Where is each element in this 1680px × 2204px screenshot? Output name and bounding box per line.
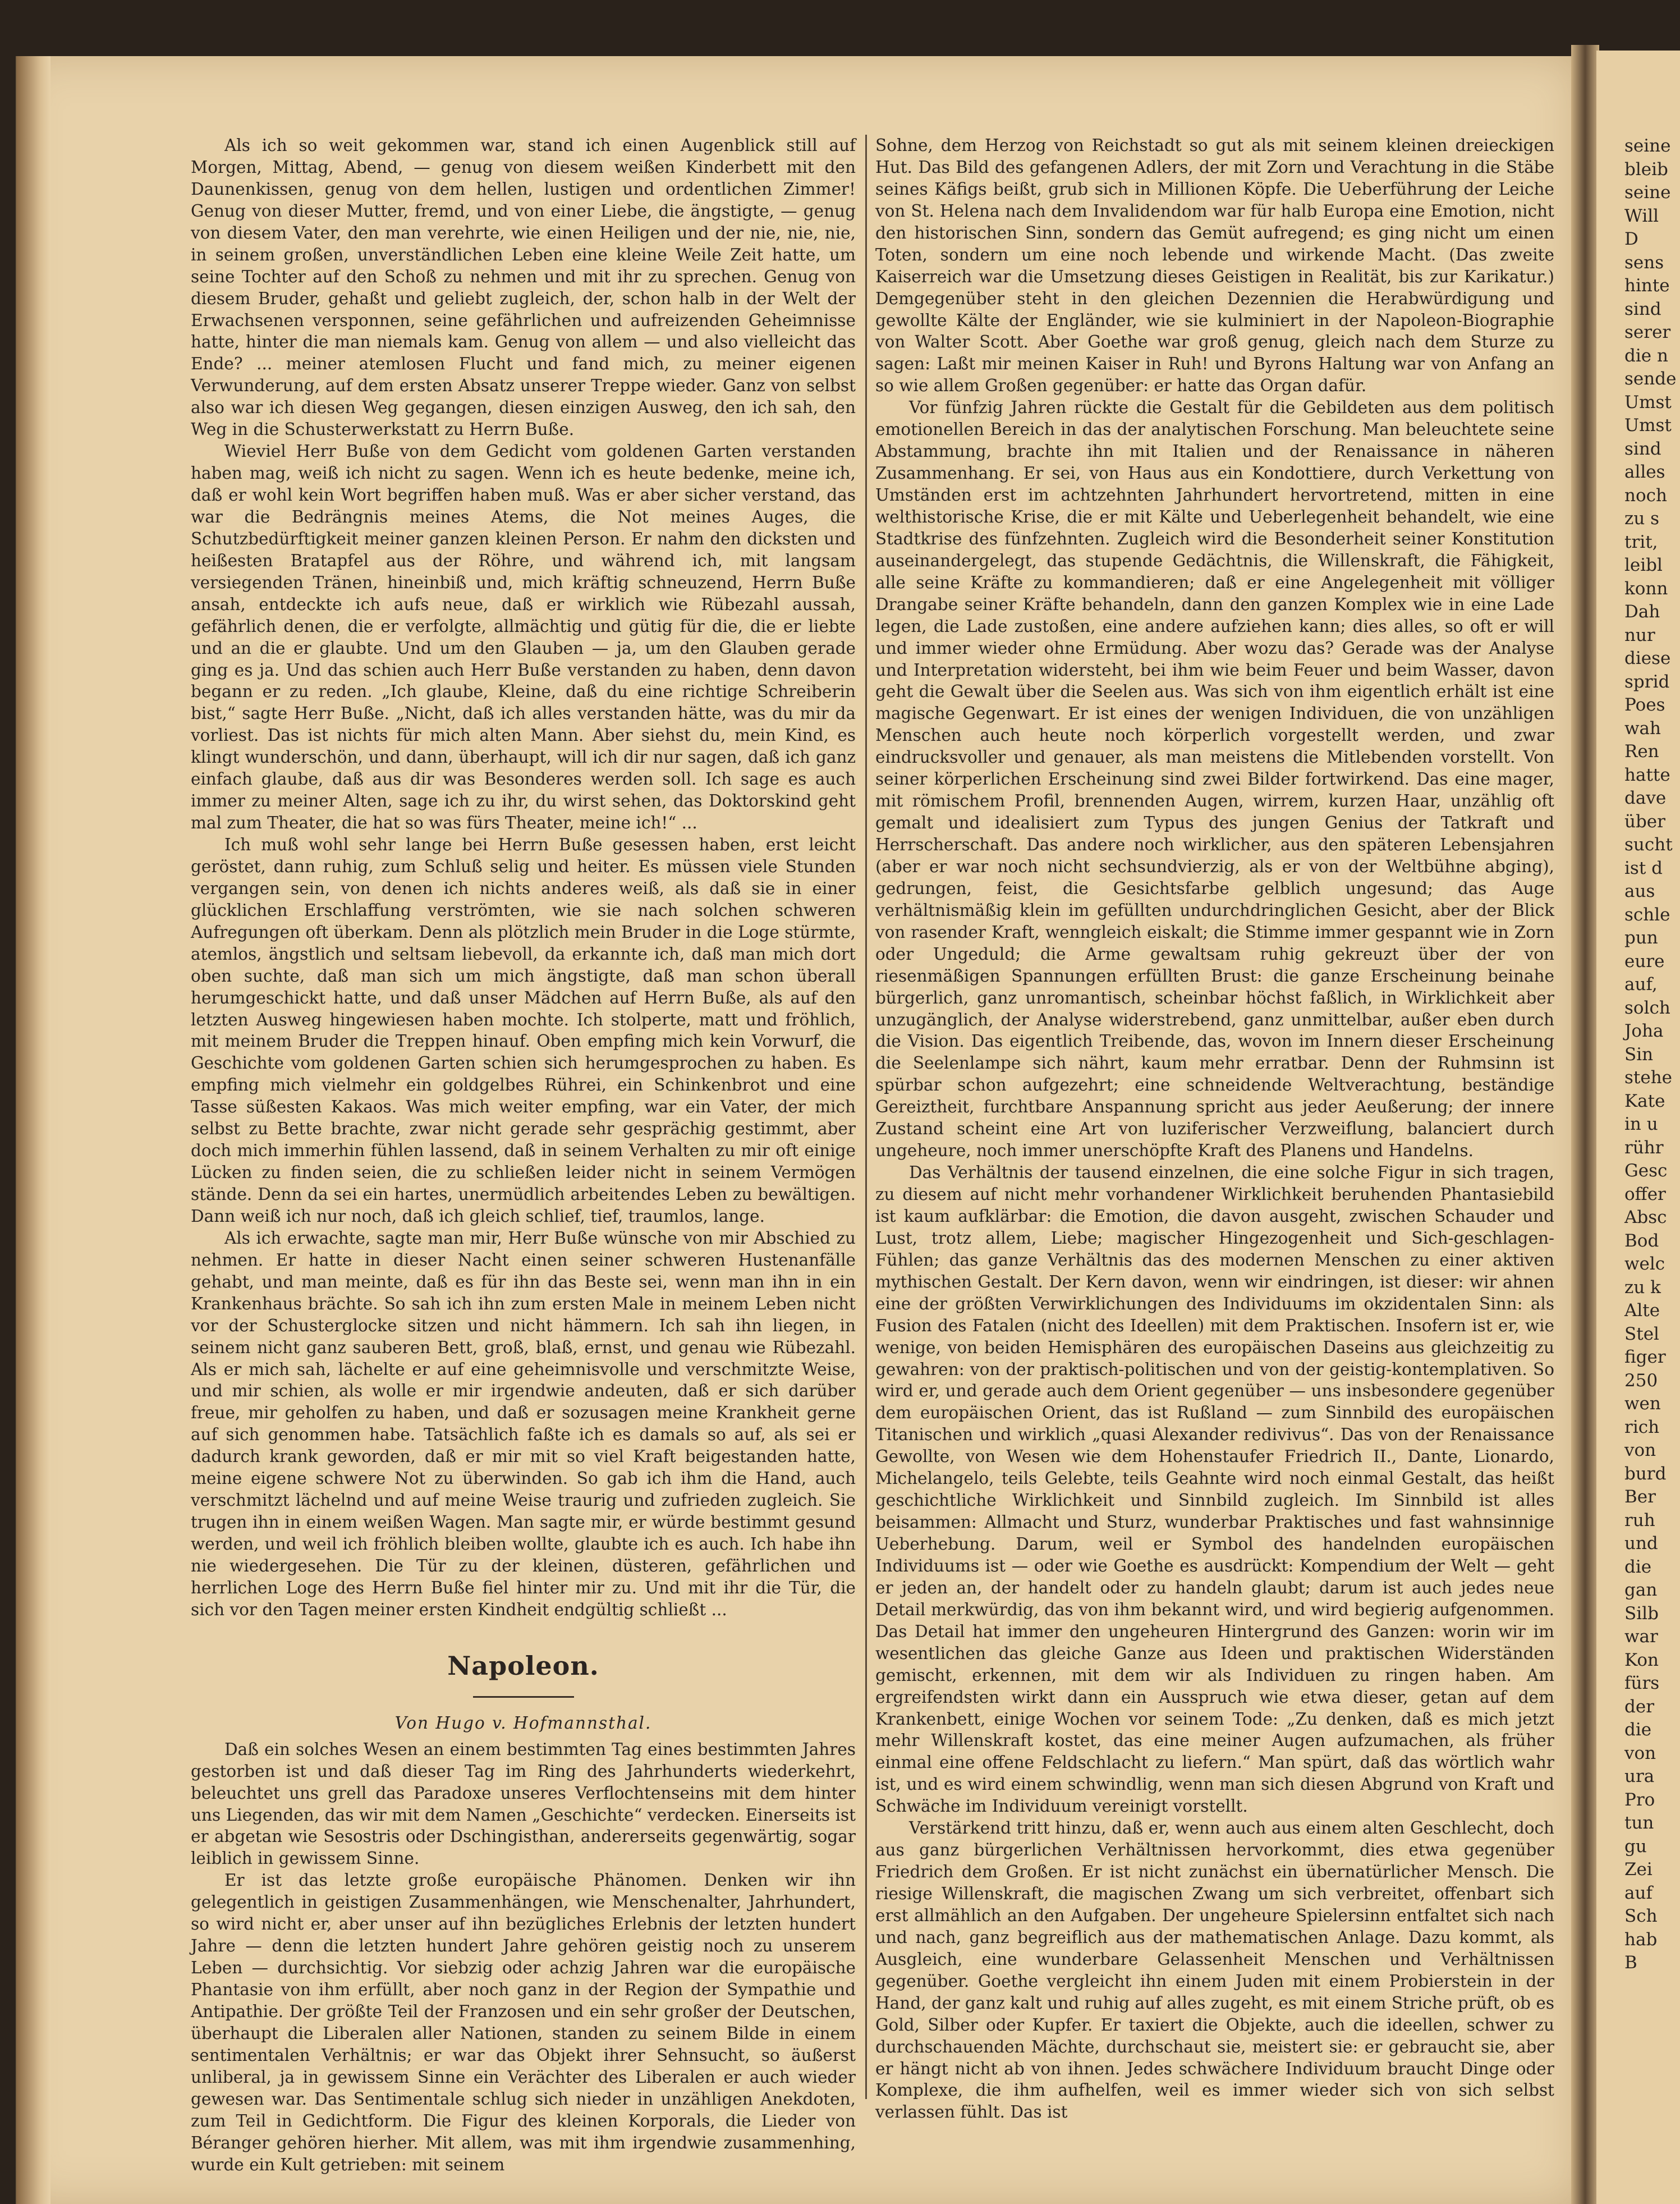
next-page-line: rich: [1624, 1417, 1660, 1437]
next-page-line: Absc: [1624, 1207, 1667, 1227]
next-page-line: die: [1624, 1556, 1652, 1577]
page-spine-shadow: [17, 56, 51, 2204]
paragraph: Daß ein solches Wesen an einem bestimmten Tag eines bestimmten Jahres gestorben ist und daß dieser Tag im Ring des Jahrhunderts wiederkehrt, beleuchtet uns grell das Paradoxe unseres Verflochtenseins mit dem hinter uns Liegenden, das wir mit dem Namen „Geschichte“ verdecken. Einerseits ist er abgetan wie Sesostris oder Dschingisthan, andererseits gegenwärtig, sogar leiblich in gewissem Sinne.: [191, 1739, 856, 1868]
next-page-line: rühr: [1624, 1137, 1664, 1158]
left-column: [191, 135, 856, 2175]
next-page-line: Pro: [1624, 1789, 1655, 1810]
next-page-line: Will: [1624, 205, 1659, 226]
next-page-line: stehe: [1624, 1067, 1673, 1088]
next-page-line: konn: [1624, 578, 1668, 599]
next-page-line: noch: [1624, 485, 1667, 506]
next-page-line: Ber: [1624, 1487, 1656, 1507]
next-page-line: ist d: [1624, 858, 1663, 878]
next-page-line: fürs: [1624, 1673, 1660, 1693]
next-page-line: die n: [1624, 345, 1668, 366]
next-page-line: Sch: [1624, 1906, 1658, 1926]
next-page-line: auf: [1624, 1882, 1653, 1903]
next-page-line: diese: [1624, 648, 1671, 668]
paragraph: Verstärkend tritt hinzu, daß er, wenn auch aus einem alten Geschlecht, doch aus ganz bürgerlichen Verhältnissen hervorkommt, dies etwa gegenüber Friedrich dem Großen. Er ist nicht zunächst ein übernatürlicher Mensch. Die riesige Willenskraft, die magischen Zwang um sich verbreitet, offenbart sich erst allmählich an den Aufgaben. Der ungeheure Spielersinn entfaltet sich nach und nach, ganz begreiflich aus der mathematischen Anlage. Dazu kommt, als Ausgleich, eine wunderbare Gelassenheit Menschen und Verhältnissen gegenüber. Goethe vergleicht ihn einem Juden mit einem Probierstein in der Hand, der ganz kalt und ruhig auf alles zugeht, es mit einem Striche prüft, ob es Gold, Silber oder Kupfer. Er taxiert die Objekte, auch die ideellen, schwer zu durchschauenden Mächte, durchschaut sie, meistert sie: er gebraucht sie, aber er hängt nicht ab von ihnen. Jedes schwächere Individuum braucht Dinge oder Komplexe, die ihm aufhelfen, weil es immer wieder sich von sich selbst verlassen fühlt. Das ist: [875, 1818, 1554, 2122]
next-page-line: Gesc: [1624, 1161, 1668, 1181]
paragraph: Ich muß wohl sehr lange bei Herrn Buße gesessen haben, erst leicht geröstet, dann ruhig, zum Schluß selig und heiter. Es müssen viele Stunden vergangen sein, von denen ich nichts anderes weiß, als daß sie in einer glücklichen Erschlaffung verströmten, wie sie nach solchen schweren Aufregungen oft überkam. Denn als plötzlich mein Bruder in die Loge stürmte, atemlos, ängstlich und seltsam liebevoll, da erkannte ich, daß man mich dort oben suchte, daß man sich um mich ängstigte, daß man schon überall herumgeschickt hatte, und daß unser Mädchen auf Herrn Buße, als auf den letzten Ausweg hingewiesen haben mochte. Ich stolperte, matt und fröhlich, mit meinem Bruder die Treppen hinauf. Oben empfing mich kein Vorwurf, die Geschichte vom goldenen Garten schien sich herumgesprochen zu haben. Es empfing mich vielmehr ein goldgelbes Rührei, ein Schinkenbrot und eine Tasse süßesten Kakaos. Was mich weiter empfing, war ein Vater, der mich selbst zu Bette brachte, zwar nicht gerade sehr gesprächig gestimmt, aber doch mich immerhin fühlen lassend, daß in seinem Verhalten zu mir oft einige Lücken zu finden seien, die zu schließen leider nicht in seinem Vermögen stände. Denn da sei ein hartes, unermüdlich arbeitendes Leben zu bewältigen. Dann weiß ich nur noch, daß ich gleich schlief, tief, traumlos, lange.: [191, 835, 856, 1226]
next-page-line: seine: [1624, 182, 1671, 203]
next-page-line: und: [1624, 1533, 1658, 1554]
next-page-line: B: [1624, 1953, 1637, 1973]
next-page-line: Dah: [1624, 602, 1660, 622]
next-page-line: Sin: [1624, 1044, 1654, 1065]
next-page-line: schle: [1624, 904, 1670, 925]
next-page-line: nur: [1624, 625, 1655, 645]
next-page-line: die: [1624, 1720, 1652, 1740]
next-page-line: D: [1624, 229, 1638, 249]
next-page-edge: [1596, 51, 1680, 2204]
next-page-line: Kate: [1624, 1090, 1665, 1111]
next-page-line: in u: [1624, 1114, 1658, 1134]
next-page-line: gu: [1624, 1836, 1647, 1857]
next-page-line: hab: [1624, 1929, 1658, 1950]
next-page-line: ruh: [1624, 1510, 1655, 1531]
book-gutter: [1571, 45, 1599, 2204]
paragraph: Vor fünfzig Jahren rückte die Gestalt für die Gebildeten aus dem politisch emotionellen Bereich in das der analytischen Forschung. Man beleuchtete seine Abstammung, brachte ihn mit Italien und der Renaissance in näheren Zusammenhang. Er sei, von Haus aus ein Kondottiere, durch Verkettung von Umständen erst im achtzehnten Jahrhundert hervortretend, mitten in eine welthistorische Krise, die er mit Kälte und Ueberlegenheit behandelt, wie eine Stadtkrise des fünfzehnten. Zugleich wird die Besonderheit seiner Konstitution auseinandergelegt, das stupende Gedächtnis, die Willenskraft, die Fähigkeit, alle seine Kräfte zu kommandieren; daß er eine Angelegenheit mit völliger Drangabe seiner Kräfte behandeln, dann den ganzen Komplex wie in eine Lade legen, die Lade zustoßen, eine andere aufziehen kann; dies alles, so oft er will und immer wieder ohne Ermüdung. Aber wozu das? Gerade was der Analyse und Interpretation widersteht, bei ihm wie beim Feuer und beim Wasser, davon geht die Gewalt über die Seelen aus. Was sich von ihm eigentlich erhält ist eine magische Gegenwart. Er ist eines der wenigen Individuen, die von unzähligen Menschen auch heute noch körperlich vorgestellt werden, und zwar eindrucksvoller und genauer, als man meistens die Mitlebenden vorstellt. Von seiner körperlichen Erscheinung sind zwei Bilder fortwirkend. Das eine mager, mit römischem Profil, brennenden Augen, wirrem, kurzen Haar, unzählig oft gemalt und idealisiert zum Typus des jungen Genius der Tatkraft und Herrscherschaft. Das andere noch wirklicher, aus den späteren Lebensjahren (aber er war noch nicht sechsundvierzig, als er von der Weltbühne abging), gedrungen, feist, die Gesichtsfarbe gelblich ungesund; das Auge verhältnismäßig klein im gefüllten undurchdringlichen Gesicht, aber der Blick von rasender Kraft, wenngleich eiskalt; die Stimme immer gespannt wie in Zorn oder Ungeduld; die Arme gewaltsam ruhig gekreuzt über der von riesenmäßigen Spannungen erfüllten Brust: die ganze Erscheinung beinahe bürgerlich, ganz unromantisch, scheinbar höchst faßlich, in Wirklichkeit aber unzugänglich, der Analyse widerstrebend, ganz unmittelbar, außer eben durch die Vision. Das eigentlich Treibende, das, wovon im Innern dieser Erscheinung die Seelenlampe sich nährt, kaum mehr erratbar. Denn der Ruhmsinn ist spürbar schon aufgezehrt; eine schneidende Weltverachtung, beständige Gereiztheit, furchtbare Anspannung spricht aus jeder Aeußerung; der innere Zustand scheint eine Art von luziferischer Verzweiflung, balanciert durch ungeheure, noch immer unerschöpfte Kraft des Planens und Handelns.: [875, 398, 1554, 1161]
next-page-line: war: [1624, 1626, 1658, 1647]
next-page-line: hinte: [1624, 276, 1670, 296]
next-page-line: sprid: [1624, 671, 1670, 692]
right-column: [875, 135, 1554, 2123]
next-page-line: solch: [1624, 997, 1670, 1018]
next-page-line: sucht: [1624, 835, 1673, 855]
next-page-line: trit,: [1624, 531, 1658, 552]
next-page-line: Silb: [1624, 1603, 1659, 1624]
next-page-line: serer: [1624, 322, 1671, 342]
next-page-line: sens: [1624, 252, 1664, 273]
next-page-line: wen: [1624, 1394, 1661, 1414]
next-page-line: sind: [1624, 299, 1661, 319]
next-page-line: von: [1624, 1440, 1656, 1460]
paragraph: Als ich so weit gekommen war, stand ich einen Augenblick still auf Morgen, Mittag, Abend, — genug von diesem weißen Kinderbett mit den Daunenkissen, genug von dem hellen, lustigen und ordentlichen Zimmer! Genug von dieser Mutter, fremd, und von einer Liebe, die ängstigte, — genug von diesem Vater, den man verehrte, wie einen Heiligen und der nie, nie, nie, in seinem großen, unverständlichen Leben eine kleine Weile Zeit hatte, um seine Tochter auf den Schoß zu nehmen und mit ihr zu sprechen. Genug von diesem Bruder, gehaßt und geliebt zugleich, der, schon halb in der Welt der Erwachsenen versponnen, seine gefährlichen und aufreizenden Geheimnisse hatte, hinter die man niemals kam. Genug von allem — und also vielleicht das Ende? ... meiner atemlosen Flucht und fand mich, zu meiner eigenen Verwunderung, auf dem ersten Absatz unserer Treppe wieder. Ganz von selbst also war ich diesen Weg gegangen, diesen einzigen Ausweg, den ich sah, den Weg in die Schusterwerkstatt zu Herrn Buße.: [191, 136, 856, 439]
next-page-line: wah: [1624, 718, 1661, 739]
next-page-text: [1596, 51, 1680, 1975]
next-page-line: Kon: [1624, 1649, 1659, 1670]
next-page-line: der: [1624, 1696, 1655, 1717]
next-page-line: burd: [1624, 1463, 1667, 1484]
article-author: Von Hugo v. Hofmannsthal.: [394, 1713, 652, 1733]
title-rule: [473, 1696, 574, 1698]
next-page-line: eure: [1624, 951, 1665, 972]
next-page-line: pun: [1624, 928, 1658, 948]
next-page-line: Joha: [1624, 1021, 1664, 1041]
next-page-line: seine: [1624, 136, 1671, 156]
next-page-line: alles: [1624, 462, 1665, 482]
next-page-line: hatte: [1624, 764, 1670, 785]
next-page-line: welc: [1624, 1254, 1665, 1274]
column-divider: [865, 135, 867, 2099]
next-page-line: leibl: [1624, 555, 1663, 575]
next-page-line: Ren: [1624, 741, 1659, 762]
paragraph: Er ist das letzte große europäische Phänomen. Denken wir ihn gelegentlich in geistigen Zusammenhängen, wie Menschenalter, Jahrhundert, so wird nicht er, aber unser auf ihn bezügliches Erlebnis der letzten hundert Jahre — denn die letzten hundert Jahre gehören geistig noch zu unserem Leben — durchsichtig. Vor siebzig oder achzig Jahren war die europäische Phantasie von ihm erfüllt, aber noch ganz in der Region der Sympathie und Antipathie. Der größte Teil der Franzosen und ein sehr großer der Deutschen, überhaupt die Liberalen aller Nationen, standen zu seinem Bilde in einem sentimentalen Verhältnis; er war das Objekt ihrer Sehnsucht, so äußerst unliberal, ja in gewissem Sinne ein Verächter des Liberalen er auch wieder gewesen war. Das Sentimentale schlug sich nieder in unzähligen Anekdoten, zum Teil in Gedichtform. Die Figur des kleinen Korporals, die Lieder von Béranger gehören hierher. Mit allem, was mit ihm irgendwie zusammenhing, wurde ein Kult getrieben: mit seinem: [191, 1871, 856, 2174]
next-page-line: bleib: [1624, 159, 1668, 180]
next-page-line: Alte: [1624, 1300, 1660, 1321]
next-page-line: zu k: [1624, 1277, 1661, 1298]
next-page-line: ura: [1624, 1766, 1655, 1786]
next-page-line: auf,: [1624, 974, 1658, 995]
next-page-line: figer: [1624, 1347, 1666, 1367]
next-page-line: Umst: [1624, 415, 1672, 436]
next-page-line: zu s: [1624, 508, 1660, 529]
next-page-line: sende: [1624, 369, 1677, 389]
next-page-line: Umst: [1624, 392, 1672, 413]
next-page-line: Poes: [1624, 695, 1665, 715]
article-title: Napoleon.: [447, 1650, 599, 1681]
next-page-line: gan: [1624, 1580, 1658, 1600]
paragraph: Das Verhältnis der tausend einzelnen, die eine solche Figur in sich tragen, zu diesem auf nicht mehr vorhandener Wirklichkeit beruhenden Phantasiebild ist kaum aufklärbar: die Emotion, die davon ausgeht, zwischen Schauder und Lust, trotz allem, Liebe; magischer Hingezogenheit und Sich-geschlagen-Fühlen; das ganze Verhältnis das des modernen Menschen zu einer aktiven mythischen Gestalt. Der Kern davon, wenn wir eindringen, ist dieser: wir ahnen eine der größten Verwirklichungen des Individuums im okzidentalen Sinn: als Fusion des Fatalen (nicht des Ideellen) mit dem Praktischen. Insofern ist er, wie wenige, von beiden Hemisphären des europäischen Daseins aus gleichzeitig zu gewahren: von der praktisch-politischen und von der geistig-kontemplativen. So wird er, und gerade auch dem Orient gegenüber — uns insbesondere gegenüber dem europäischen Orient, das ist Rußland — zum Sinnbild des europäischen Titanischen und wirklich „quasi Alexander redivivus“. Das von der Renaissance Gewollte, von Wesen wie dem Hohenstaufer Friedrich II., Dante, Lionardo, Michelangelo, teils Gelebte, teils Geahnte wird noch einmal Gestalt, das heißt geschichtliche Wirklichkeit und Sinnbild zugleich. Im Sinnbild ist alles beisammen: Allmacht und Sturz, wunderbar Praktisches und fast wahnsinnige Ueberhebung. Darum, weil er Symbol des handelnden europäischen Individuums ist — oder wie Goethe es ausdrückt: Kompendium der Welt — geht er jeden an, der handelt oder zu handeln glaubt; darum ist auch jedes neue Detail merkwürdig, das von ihm bekannt wird, und wird begierig aufgenommen. Das Detail hat immer den ungeheuren Hintergrund des Ganzen: worin wir im wesentlichen das gleiche Ganze aus Ideen und praktischen Widerständen gemischt, erkennen, mit dem wir als Individuen zu ringen haben. Am ergreifendsten wirkt dann ein Ausspruch wie etwa dieser, getan auf dem Krankenbett, einige Wochen vor seinem Tode: „Zu denken, daß es mich jetzt mehr Willenskraft kostet, das eine meiner Augen aufzumachen, als früher einmal eine offene Feldschlacht zu liefern.“ Man spürt, daß das wörtlich wahr ist, und es wird einem schwindlig, wenn man sich diesen Abgrund von Kraft und Schwäche im Individuum vereinigt vorstellt.: [875, 1163, 1554, 1816]
next-page-line: über: [1624, 811, 1665, 832]
next-page-line: sind: [1624, 438, 1661, 459]
paragraph: Sohne, dem Herzog von Reichstadt so gut als mit seinem kleinen dreieckigen Hut. Das Bild des gefangenen Adlers, der mit Zorn und Verachtung in die Stäbe seines Käfigs beißt, grub sich in Millionen Köpfe. Die Ueberführung der Leiche von St. Helena nach dem Invalidendom war für halb Europa eine Emotion, nicht den historischen Sinn, sondern das Gemüt aufregend; es ging nicht um einen Toten, sondern um eine noch lebende und wirkende Macht. (Das zweite Kaiserreich war die Umsetzung dieses Geistigen in Realität, bis zur Karikatur.) Demgegenüber steht in den gleichen Dezennien die Herabwürdigung und gewollte Kälte der Engländer, wie sie kulminiert in der Napoleon-Biographie von Walter Scott. Aber Goethe war groß genug, gleich nach dem Sturze zu sagen: Laßt mir meinen Kaiser in Ruh! und Byrons Haltung war von Anfang an so wie allem Großen gegenüber: er hatte das Organ dafür.: [875, 136, 1554, 396]
next-page-line: Zei: [1624, 1859, 1653, 1880]
next-page-line: Stel: [1624, 1323, 1659, 1344]
next-page-line: offer: [1624, 1184, 1666, 1204]
next-page-line: aus: [1624, 881, 1655, 901]
next-page-line: Bod: [1624, 1230, 1659, 1251]
next-page-line: 250: [1624, 1370, 1658, 1391]
next-page-line: tun: [1624, 1813, 1654, 1833]
paragraph: Wieviel Herr Buße von dem Gedicht vom goldenen Garten verstanden haben mag, weiß ich nicht zu sagen. Wenn ich es heute bedenke, meine ich, daß er wohl kein Wort begriffen haben muß. Was er aber sicher verstand, das war die Bedrängnis meines Atems, die Not meines Auges, die Schutzbedürftigkeit meiner ganzen kleinen Person. Er nahm den dicksten und heißesten Bratapfel aus der Röhre, und während ich, mit langsam versiegenden Tränen, hineinbiß und, mich kräftig schneuzend, Herrn Buße ansah, entdeckte ich aufs neue, daß er wirklich wie Rübezahl aussah, gefährlich denen, die er verfolgte, allmächtig und gütig für die, die er liebte und an die er glaubte. Und um den Glauben — ja, um den Glauben gerade ging es ja. Und das schien auch Herr Buße verstanden zu haben, denn davon begann er zu reden. „Ich glaube, Kleine, daß du eine richtige Schreiberin bist,“ sagte Herr Buße. „Nicht, daß ich alles verstanden hätte, was du mir da vorliest. Das ist nichts für mich alten Mann. Aber siehst du, mein Kind, es klingt wunderschön, und dann, überhaupt, will ich dir nur sagen, daß ich ganz einfach glaube, daß aus dir was Besonderes werden soll. Ich sage es auch immer zu meiner Alten, sage ich zu ihr, du wirst sehen, das Doktorskind geht mal zum Theater, die hat so was fürs Theater, meine ich!“ ...: [191, 442, 856, 833]
next-page-line: dave: [1624, 788, 1667, 808]
next-page-line: von: [1624, 1743, 1656, 1763]
paragraph: Als ich erwachte, sagte man mir, Herr Buße wünsche von mir Abschied zu nehmen. Er hatte in dieser Nacht einen seiner schweren Hustenanfälle gehabt, und man meinte, daß es für ihn das Beste sei, wenn man ihn in ein Krankenhaus brächte. So sah ich ihn zum ersten Male in meinem Leben nicht vor der Schusterglocke sitzen und nicht hämmern. Ich sah ihn liegen, in seinem nicht ganz sauberen Bett, groß, blaß, ernst, und genau wie Rübezahl. Als er mich sah, lächelte er auf eine geheimnisvolle und verschmitzte Weise, und mir schien, als wolle er mir irgendwie andeuten, daß er sich darüber freue, mir geholfen zu haben, und daß er sozusagen meine Krankheit gerne auf sich genommen habe. Tatsächlich faßte ich es damals so auf, als sei er dadurch krank geworden, daß er mir mit so viel Kraft beigestanden hatte, meine eigene schwere Not zu überwinden. So gab ich ihm die Hand, auch verschmitzt lächelnd und auf meine Weise traurig und zufrieden zugleich. Sie trugen ihn in einem weißen Wagen. Man sagte mir, er würde bestimmt gesund werden, und weil ich fröhlich bleiben wollte, glaubte ich es auch. Ich habe ihn nie wiedergesehen. Die Tür zu der kleinen, düsteren, gefährlichen und herrlichen Loge des Herrn Buße fiel hinter mir zu. Und mit ihr die Tür, die sich vor den Tagen meiner ersten Kindheit endgültig schließt ...: [191, 1228, 856, 1619]
